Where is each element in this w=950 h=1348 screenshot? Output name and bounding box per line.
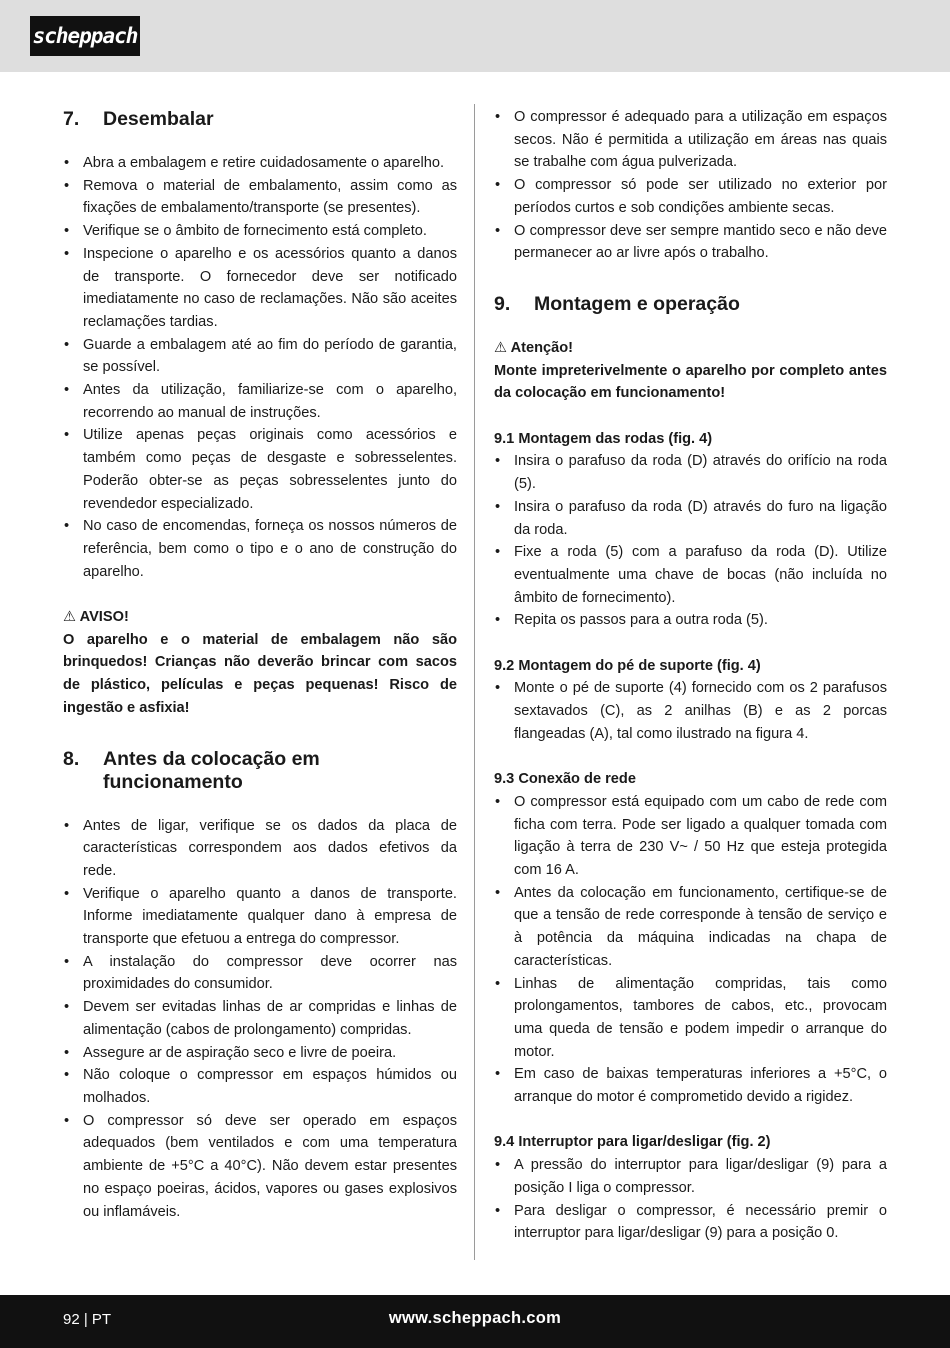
list-item: • Assegure ar de aspiração seco e livre de poeira. xyxy=(63,1042,457,1065)
list-item: • Insira o parafuso da roda (D) através do furo na ligação da roda. xyxy=(494,496,887,541)
list-item: • Em caso de baixas temperaturas inferiores a +5°C, o arranque do motor é comprometido devido a rigidez. xyxy=(494,1063,887,1108)
warning-icon: ⚠ xyxy=(494,339,508,356)
list-item: • Repita os passos para a outra roda (5). xyxy=(494,609,887,632)
list-item: • O compressor é adequado para a utilização em espaços secos. Não é permitida a utilização em áreas nas quais se trabalhe com água pulverizada. xyxy=(494,106,887,174)
list-item: • Inspecione o aparelho e os acessórios quanto a danos de transporte. O fornecedor deve ser notificado imediatamente no caso de reclamações. Não são aceites reclamações tardias. xyxy=(63,243,457,334)
subsection-9-4-list xyxy=(494,1154,887,1245)
subsection-9-3-list xyxy=(494,791,887,1109)
attention-text: Monte impreterivelmente o aparelho por completo antes da colocação em funcionamento! xyxy=(494,362,887,402)
list-item: • A pressão do interruptor para ligar/desligar (9) para a posição I liga o compressor. xyxy=(494,1154,887,1199)
section-7-heading: 7. Desembalar xyxy=(63,108,214,130)
list-item: • Não coloque o compressor em espaços húmidos ou molhados. xyxy=(63,1064,457,1109)
subsection-9-2-list xyxy=(494,677,887,745)
warning-heading: ⚠ AVISO! xyxy=(63,609,129,626)
page-header xyxy=(0,0,950,72)
subsection-9-3-heading: 9.3 Conexão de rede xyxy=(494,771,636,788)
page-number: 92 | PT xyxy=(63,1311,112,1328)
list-item: • Abra a embalagem e retire cuidadosamente o aparelho. xyxy=(63,152,457,175)
column-divider xyxy=(474,104,475,1260)
website-link[interactable]: www.scheppach.com xyxy=(388,1309,562,1327)
section-8-heading: 8. Antes da colocação em funcionamento xyxy=(63,747,320,793)
list-item: • Monte o pé de suporte (4) fornecido com os 2 parafusos sextavados (C), as 2 anilhas (B) e as 2 porcas flangeadas (A), tal como ilustrado na figura 4. xyxy=(494,677,887,745)
warning-icon: ⚠ xyxy=(63,609,77,626)
section-9-heading: 9. Montagem e operação xyxy=(494,292,740,315)
continued-list xyxy=(494,106,887,265)
warning-text: O aparelho e o material de embalagem não são brinquedos! Crianças não deverão brincar com sacos de plástico, películas e peças pequenas! Risco de ingestão e asfixia! xyxy=(63,631,457,716)
left-column xyxy=(63,106,457,1223)
subsection-9-2-heading: 9.2 Montagem do pé de suporte (fig. 4) xyxy=(494,657,761,674)
list-item: • O compressor está equipado com um cabo de rede com ficha com terra. Pode ser ligado a qualquer tomada com ligação à terra de 230 V~ / 50 Hz que esteja protegida com 16 A. xyxy=(494,791,887,882)
list-item: • No caso de encomendas, forneça os nossos números de referência, bem como o tipo e o ano de construção do aparelho. xyxy=(63,515,457,583)
list-item: • A instalação do compressor deve ocorrer nas proximidades do consumidor. xyxy=(63,951,457,996)
list-item: • Utilize apenas peças originais como acessórios e também como peças de desgaste e sobresselentes. Poderão obter-se as peças sobresselentes junto do revendedor especializado. xyxy=(63,424,457,515)
list-item: • Antes da utilização, familiarize-se com o aparelho, recorrendo ao manual de instruções. xyxy=(63,379,457,424)
subsection-9-1-list xyxy=(494,450,887,632)
list-item: • Remova o material de embalamento, assim como as fixações de embalamento/transporte (se presentes). xyxy=(63,175,457,220)
section-7-list xyxy=(63,152,457,583)
page-footer xyxy=(0,1295,950,1348)
list-item: • Verifique o aparelho quanto a danos de transporte. Informe imediatamente qualquer dano à empresa de transporte que efetuou a entrega do compressor. xyxy=(63,883,457,951)
list-item: • Verifique se o âmbito de fornecimento está completo. xyxy=(63,220,457,243)
list-item: • Guarde a embalagem até ao fim do período de garantia, se possível. xyxy=(63,334,457,379)
list-item: • Insira o parafuso da roda (D) através do orifício na roda (5). xyxy=(494,450,887,495)
attention-heading: ⚠ Atenção! xyxy=(494,339,574,356)
list-item: • Para desligar o compressor, é necessário premir o interruptor para ligar/desligar (9) para a posição 0. xyxy=(494,1200,887,1245)
list-item: • O compressor deve ser sempre mantido seco e não deve permanecer ao ar livre após o trabalho. xyxy=(494,220,887,265)
list-item: • Devem ser evitadas linhas de ar compridas e linhas de alimentação (cabos de prolongamento) compridas. xyxy=(63,996,457,1041)
list-item: • Linhas de alimentação compridas, tais como prolongamentos, tambores de cabos, etc., provocam uma queda de tensão e podem impedir o arranque do motor. xyxy=(494,973,887,1064)
scheppach-logo: scheppach xyxy=(30,16,140,56)
subsection-9-1-heading: 9.1 Montagem das rodas (fig. 4) xyxy=(494,430,713,447)
list-item: • Antes da colocação em funcionamento, certifique-se de que a tensão de rede corresponde à tensão de serviço e à potência da máquina indicadas na chapa de características. xyxy=(494,882,887,973)
subsection-9-4-heading: 9.4 Interruptor para ligar/desligar (fig. 2) xyxy=(494,1134,771,1151)
list-item: • Antes de ligar, verifique se os dados da placa de características correspondem aos dados efetivos da rede. xyxy=(63,815,457,883)
right-column xyxy=(494,106,887,1245)
list-item: • O compressor só deve ser operado em espaços adequados (bem ventilados e com uma temperatura ambiente de +5°C a 40°C). Não devem estar presentes no espaço poeiras, ácidos, vapores ou gases explosivos ou inflamáveis. xyxy=(63,1110,457,1224)
list-item: • Fixe a roda (5) com a parafuso da roda (D). Utilize eventualmente uma chave de bocas (não incluída no âmbito de fornecimento). xyxy=(494,541,887,609)
list-item: • O compressor só pode ser utilizado no exterior por períodos curtos e sob condições ambiente secas. xyxy=(494,174,887,219)
section-8-list xyxy=(63,815,457,1224)
